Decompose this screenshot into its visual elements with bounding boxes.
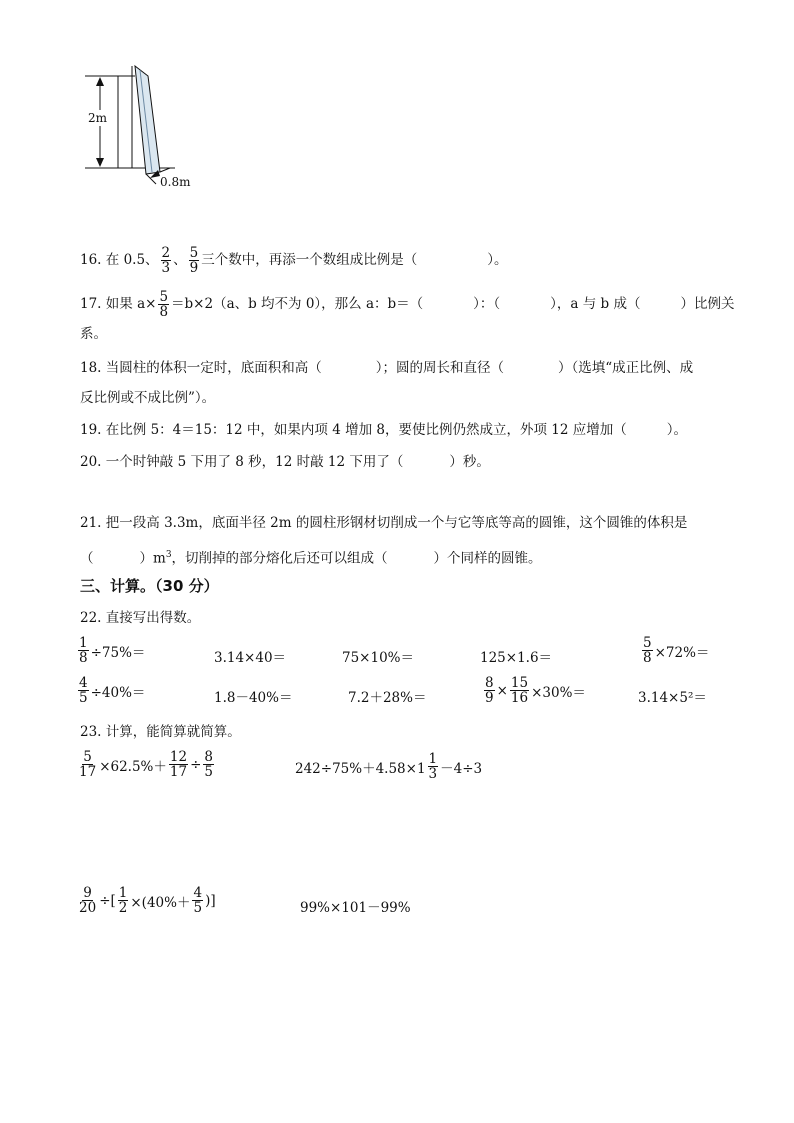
- fraction: [203, 750, 214, 779]
- fraction: [189, 246, 200, 275]
- numerator: 5: [189, 245, 199, 261]
- door-panel: [135, 66, 160, 174]
- q22-number: 22.: [80, 610, 102, 626]
- q22-r1-a: [76, 636, 145, 665]
- numerator: 2: [161, 245, 171, 261]
- denominator: 8: [159, 304, 169, 320]
- q18-text1: 当圆柱的体积一定时，底面积和高（: [105, 360, 322, 376]
- q17-mid: ＝b×2（a、b 均不为 0），那么 a：b＝（: [171, 296, 424, 312]
- q16-end: ）。: [487, 252, 508, 268]
- numerator: 15: [510, 675, 529, 691]
- expr-text: ×(40%＋: [130, 894, 191, 911]
- q21-mid: ，切削掉的部分熔化后还可以组成（: [171, 550, 388, 567]
- numerator: 8: [204, 749, 213, 765]
- q17-prefix: 如果 a×: [105, 296, 157, 312]
- expr-text: ×30%＝: [531, 684, 586, 701]
- question-18: [80, 358, 693, 378]
- fraction: [78, 636, 89, 665]
- numerator: 5: [83, 749, 92, 765]
- q20-number: 20.: [80, 454, 102, 470]
- expr-text: ÷75%＝: [90, 644, 146, 661]
- expr-text: ×62.5%＋: [99, 758, 167, 775]
- q22-r2-e: 3.14×5²＝: [638, 690, 707, 706]
- width-line-2: [160, 168, 170, 172]
- q19-text: 在比例 5：4＝15：12 中，如果内项 4 增加 8，要使比例仍然成立，外项 12 应增加（: [105, 422, 627, 438]
- q16-suffix: 三个数中，再添一个数组成比例是（: [201, 252, 418, 268]
- q22-r2-c: 7.2＋28%＝: [348, 690, 427, 706]
- denominator: 20: [79, 900, 97, 916]
- numerator: 8: [485, 675, 494, 691]
- fraction: [158, 290, 169, 319]
- numerator: 9: [83, 885, 92, 901]
- q17-end: ）比例关: [680, 296, 735, 312]
- q22-r2-b: 1.8－40%＝: [214, 690, 293, 706]
- q21-unit: ）m: [139, 550, 166, 567]
- question-20: [80, 452, 490, 472]
- question-17: [80, 290, 735, 319]
- q21-line2: [80, 545, 542, 569]
- q18-line2: 反比例或不成比例”）。: [80, 390, 216, 406]
- numerator: 5: [159, 289, 169, 305]
- q18-text3: ）（选填“成正比例、成: [558, 360, 694, 376]
- fraction: [642, 636, 653, 665]
- question-22: [80, 608, 200, 628]
- numerator: 1: [118, 885, 128, 901]
- q20-text: 一个时钟敲 5 下用了 8 秒，12 时敲 12 下用了（: [105, 454, 404, 470]
- numerator: 5: [643, 635, 652, 651]
- q20-end: ）秒。: [449, 454, 490, 470]
- q22-r1-c: 75×10%＝: [342, 650, 414, 666]
- q19-number: 19.: [80, 422, 102, 438]
- section-3-title: 三、计算。（30 分）: [80, 577, 219, 595]
- q21-open: （: [80, 550, 94, 567]
- fraction: [428, 752, 439, 781]
- expr-text: ×: [496, 682, 508, 699]
- width-label: 0.8m: [160, 175, 191, 189]
- q23-title: 计算，能简算就简算。: [105, 724, 241, 740]
- q18-text2: ）；圆的周长和直径（: [375, 360, 505, 376]
- q22-r1-d: 125×1.6＝: [480, 650, 553, 666]
- expr-text: )]: [205, 892, 216, 909]
- numerator: 12: [169, 749, 188, 765]
- denominator: 2: [118, 900, 128, 916]
- q16-prefix: 在 0.5、: [105, 252, 159, 268]
- q17-tail: ），a 与 b 成（: [550, 296, 641, 312]
- q23-expr-2: [295, 752, 482, 781]
- q17-line2: 系。: [80, 326, 107, 342]
- fraction: [78, 886, 97, 915]
- q16-number: 16.: [80, 252, 102, 268]
- q17-colon: ）：（: [473, 296, 501, 312]
- q22-r1-e: [640, 636, 709, 665]
- q22-r2-d: [482, 676, 586, 705]
- q18-number: 18.: [80, 360, 102, 376]
- height-label: 2m: [88, 111, 108, 125]
- q23-expr-3: [76, 886, 216, 915]
- question-23: [80, 722, 241, 742]
- expr-text: ×72%＝: [654, 644, 710, 661]
- denominator: 8: [643, 650, 652, 666]
- door-figure: [80, 62, 200, 192]
- numerator: 4: [79, 675, 88, 691]
- denominator: 8: [79, 650, 88, 666]
- q23-expr-1: [76, 750, 216, 779]
- q23-number: 23.: [80, 724, 102, 740]
- fraction: [161, 246, 172, 275]
- fraction: [192, 886, 203, 915]
- question-21: [80, 513, 687, 533]
- fraction: [510, 676, 529, 705]
- q19-end: ）。: [666, 422, 687, 438]
- fraction: [78, 676, 89, 705]
- expr-text: ÷[: [99, 892, 116, 909]
- denominator: 3: [161, 260, 171, 276]
- q21-line1: 把一段高 3.3m，底面半径 2m 的圆柱形钢材切削成一个与它等底等高的圆锥，这个圆锥的体积是: [105, 515, 688, 531]
- fraction: [169, 750, 188, 779]
- fraction: [78, 750, 97, 779]
- denominator: 5: [193, 900, 203, 916]
- q17-number: 17.: [80, 296, 102, 312]
- question-16: [80, 246, 507, 275]
- denominator: 9: [485, 690, 494, 706]
- expr-text: 242÷75%＋4.58×1: [295, 760, 426, 777]
- question-19: [80, 420, 687, 440]
- denominator: 16: [510, 690, 529, 706]
- height-arrow-down: [96, 158, 104, 167]
- denominator: 3: [428, 766, 438, 782]
- numerator: 1: [79, 635, 88, 651]
- q23-expr-4: 99%×101－99%: [300, 900, 411, 916]
- q21-unit-sup: 3: [165, 550, 172, 560]
- q21-end: ）个同样的圆锥。: [433, 550, 542, 567]
- denominator: 5: [79, 690, 88, 706]
- separator: 、: [173, 252, 187, 268]
- fraction: [118, 886, 129, 915]
- q22-r2-a: [76, 676, 145, 705]
- expr-text: －4÷3: [440, 760, 483, 777]
- numerator: 1: [428, 751, 438, 767]
- denominator: 5: [204, 764, 213, 780]
- denominator: 17: [79, 764, 97, 780]
- fraction: [484, 676, 495, 705]
- denominator: 17: [169, 764, 188, 780]
- expr-text: ÷: [190, 756, 202, 773]
- q22-title: 直接写出得数。: [105, 610, 201, 626]
- q21-number: 21.: [80, 515, 102, 531]
- q22-r1-b: 3.14×40＝: [214, 650, 287, 666]
- denominator: 9: [189, 260, 199, 276]
- expr-text: ÷40%＝: [90, 684, 146, 701]
- numerator: 4: [193, 885, 203, 901]
- height-arrow-up: [96, 77, 104, 86]
